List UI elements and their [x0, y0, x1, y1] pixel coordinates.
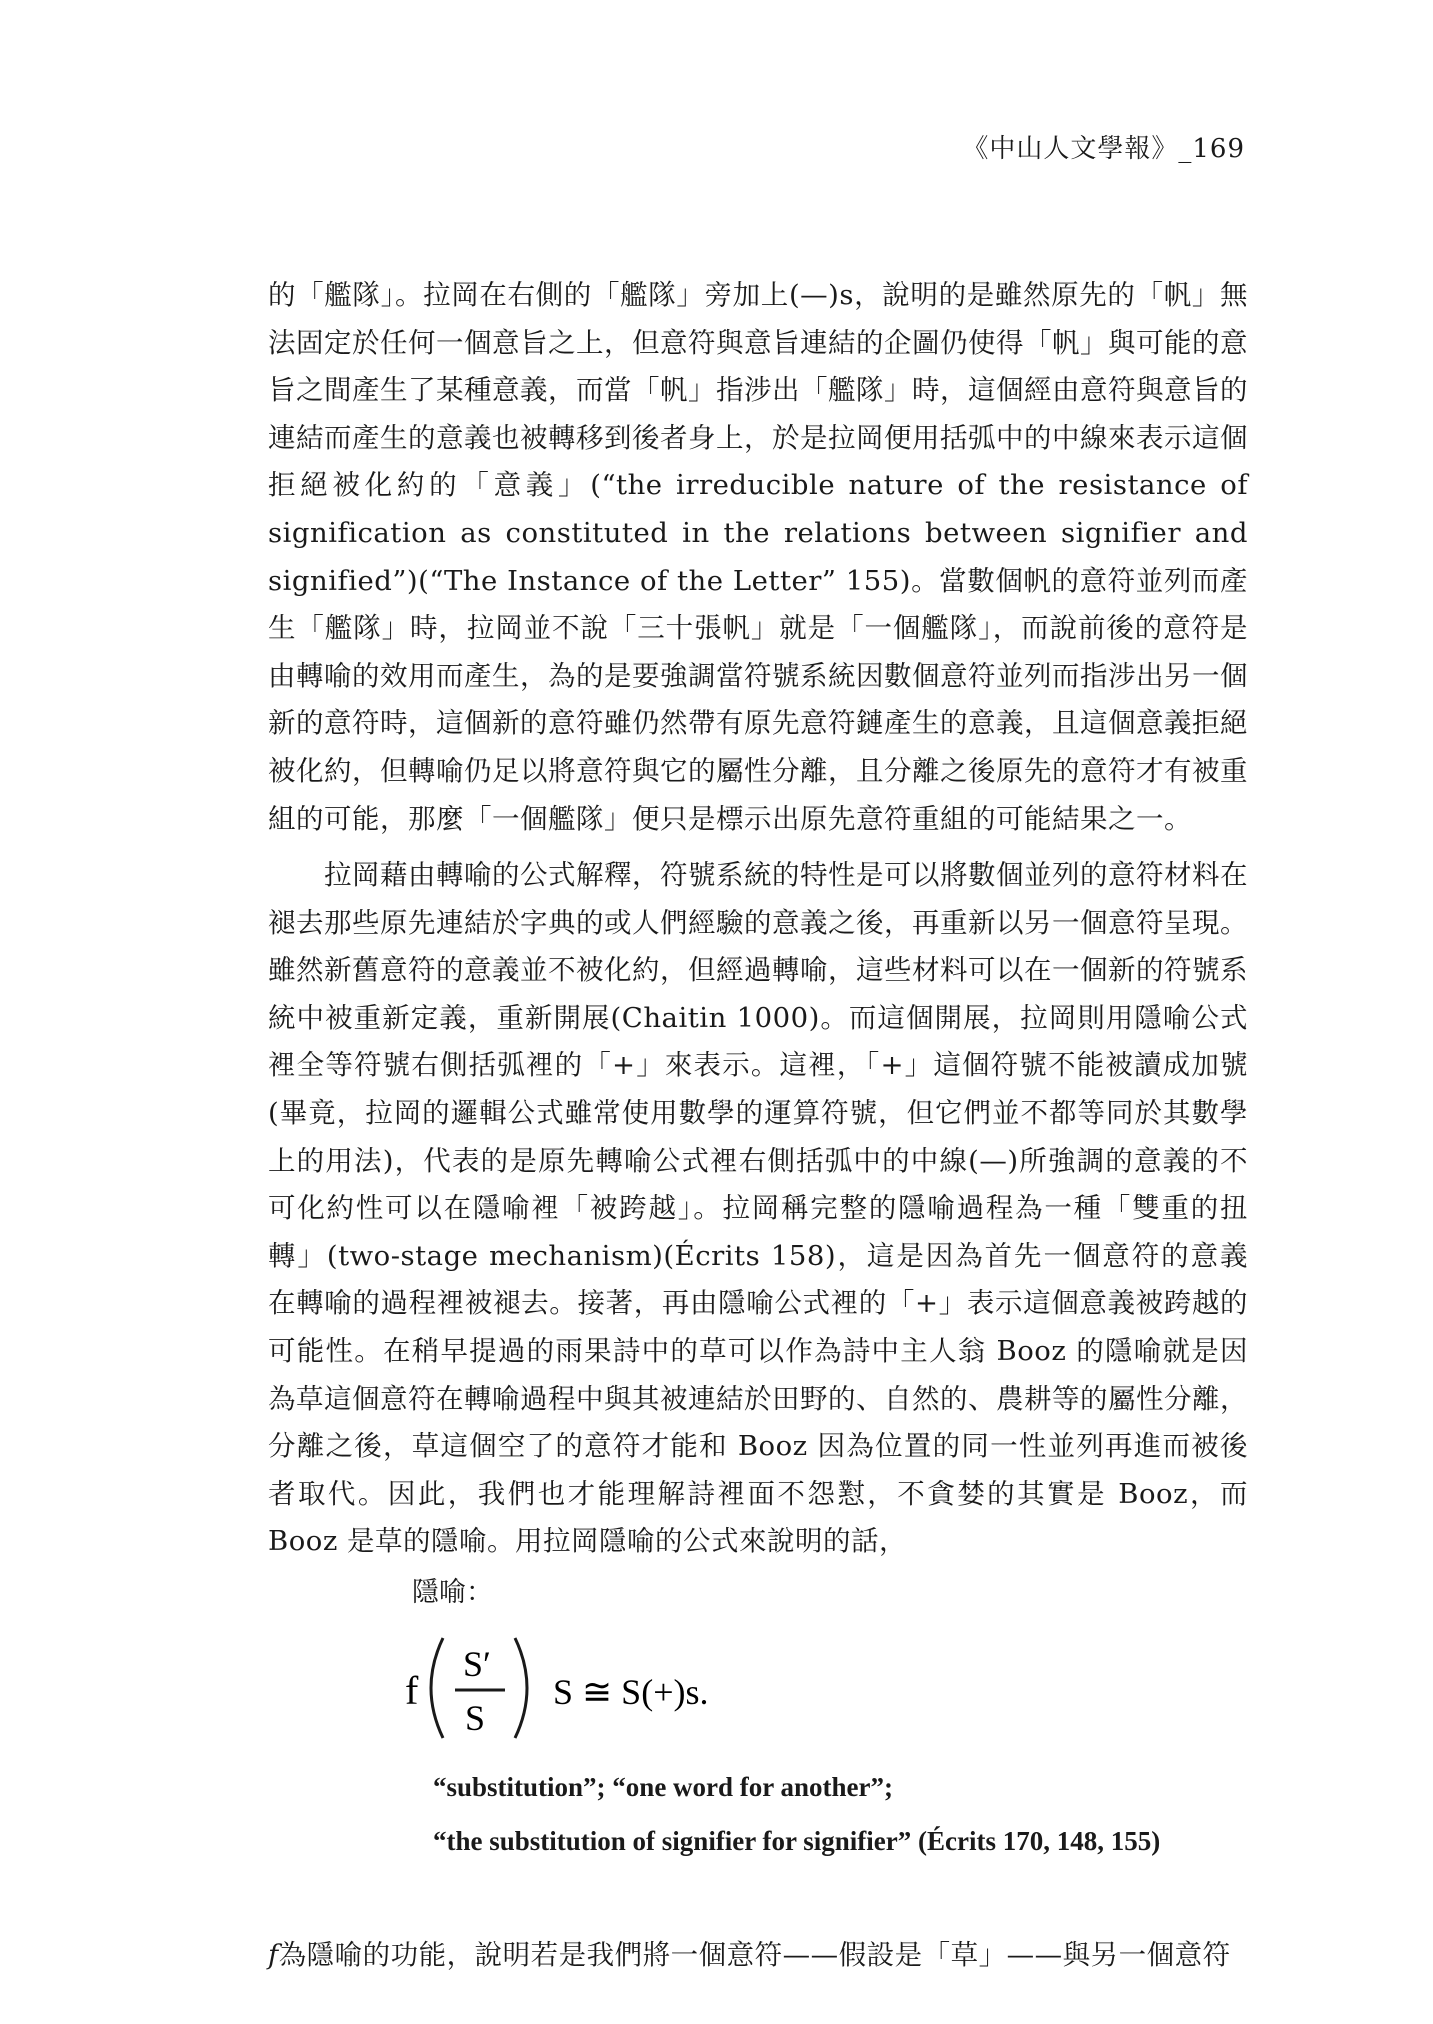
- paragraph-1: [268, 272, 1248, 843]
- formula-right-paren: [515, 1638, 527, 1738]
- quote-line-2: “the substitution of signifier for signifier” (Écrits 170, 148, 155): [433, 1826, 1161, 1856]
- running-header: 《中山人文學報》_169: [962, 134, 1245, 164]
- function-symbol: f: [268, 1939, 279, 1971]
- formula-f: f: [405, 1668, 419, 1713]
- formula-left-paren: [431, 1638, 443, 1738]
- paragraph-2-text: 拉岡藉由轉喻的公式解釋，符號系統的特性是可以將數個並列的意符材料在褪去那些原先連結於字典的或人們經驗的意義之後，再重新以另一個意符呈現。雖然新舊意符的意義並不被化約，但經過轉喻，這些材料可以在一個新的符號系統中被重新定義，重新開展(Chaitin 1000)。而這個開展，拉岡則用隱喻公式裡全等符號右側括弧裡的「+」來表示。這裡，「+」這個符號不能被讀成加號(畢竟，拉岡的邏輯公式雖常使用數學的運算符號，但它們並不都等同於其數學上的用法)，代表的是原先轉喻公式裡右側括弧中的中線(—)所強調的意義的不可化約性可以在隱喻裡「被跨越」。拉岡稱完整的隱喻過程為一種「雙重的扭轉」(two-stage mechanism)(Écrits 158)，這是因為首先一個意符的意義在轉喻的過程裡被褪去。接著，再由隱喻公式裡的「+」表示這個意義被跨越的可能性。在稍早提過的雨果詩中的草可以作為詩中主人翁 Booz 的隱喻就是因為草這個意符在轉喻過程中與其被連結於田野的、自然的、農耕等的屬性分離，分離之後，草這個空了的意符才能和 Booz 因為位置的同一性並列再進而被後者取代。因此，我們也才能理解詩裡面不怨懟，不貪婪的其實是 Booz，而 Booz 是草的隱喻。用拉岡隱喻的公式來說明的話，: [268, 859, 1248, 1558]
- formula-denominator: S: [465, 1698, 486, 1738]
- metaphor-formula: [405, 1628, 825, 1748]
- continuation-text: 為隱喻的功能，說明若是我們將一個意符——假設是「草」——與另一個意符: [278, 1939, 1231, 1971]
- formula-label: 隱喻：: [412, 1577, 493, 1608]
- quote-line-1: “substitution”; “one word for another”;: [433, 1772, 894, 1802]
- lacan-quotes: [433, 1760, 1160, 1868]
- continuation-line: [268, 1932, 1248, 1972]
- formula-numerator: S′: [463, 1644, 491, 1684]
- formula-rhs: S ≅ S(+)s.: [553, 1672, 709, 1712]
- paragraph-1-text: 的「艦隊」。拉岡在右側的「艦隊」旁加上(—)s，說明的是雖然原先的「帆」無法固定於任何一個意旨之上，但意符與意旨連結的企圖仍使得「帆」與可能的意旨之間產生了某種意義，而當「帆」指涉出「艦隊」時，這個經由意符與意旨的連結而產生的意義也被轉移到後者身上，於是拉岡便用括弧中的中線來表示這個拒絕被化約的「意義」(“the irreducible nature of the resistance of signification as constituted in the relations between signifier and signified”)(“The Instance of the Letter” 155)。當數個帆的意符並列而產生「艦隊」時，拉岡並不說「三十張帆」就是「一個艦隊」，而說前後的意符是由轉喻的效用而產生，為的是要強調當符號系統因數個意符並列而指涉出另一個新的意符時，這個新的意符雖仍然帶有原先意符鏈產生的意義，且這個意義拒絕被化約，但轉喻仍足以將意符與它的屬性分離，且分離之後原先的意符才有被重組的可能，那麼「一個艦隊」便只是標示出原先意符重組的可能結果之一。: [268, 279, 1248, 835]
- paragraph-2: [268, 852, 1248, 1566]
